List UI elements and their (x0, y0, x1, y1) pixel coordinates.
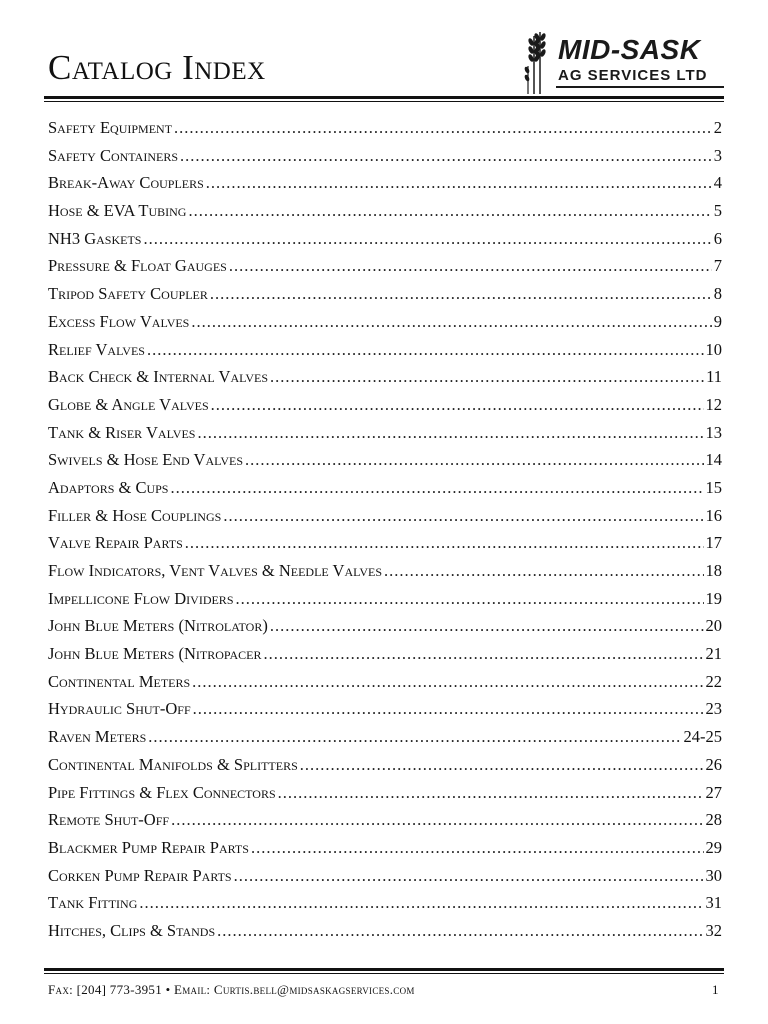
company-logo (520, 28, 726, 96)
logo-name: MID-SASK (558, 34, 701, 65)
toc-entry-label: John Blue Meters (Nitrolator) (48, 616, 268, 636)
toc-entry-label: Safety Equipment (48, 118, 173, 137)
toc-dot-leader (229, 256, 712, 276)
toc-entry-label: Excess Flow Valves (48, 311, 190, 331)
toc-dot-leader (270, 616, 704, 636)
footer-page-number: 1 (712, 982, 719, 997)
toc-dot-leader (234, 866, 704, 886)
logo-subtitle: AG SERVICES LTD (558, 67, 708, 84)
toc-entry (48, 450, 722, 478)
toc-entry (48, 312, 722, 340)
toc-dot-leader (197, 423, 703, 443)
toc-dot-leader (206, 173, 712, 193)
toc-entry (48, 838, 722, 866)
toc-dot-leader (210, 284, 712, 304)
toc-dot-leader (223, 506, 703, 526)
toc-entry (48, 118, 722, 146)
toc-entry-page: 19 (705, 588, 722, 608)
table-of-contents (48, 118, 722, 949)
toc-entry (48, 866, 722, 894)
toc-entry (48, 699, 722, 727)
toc-entry-label: Blackmer Pump Repair Parts (48, 837, 249, 857)
toc-entry-label: Tank Fitting (48, 893, 138, 913)
toc-entry-label: Continental Meters (48, 671, 191, 691)
toc-dot-leader (251, 838, 704, 858)
toc-dot-leader (139, 893, 703, 913)
toc-entry-label: Safety Containers (48, 145, 179, 165)
toc-dot-leader (185, 533, 704, 553)
toc-entry-page: 14 (705, 450, 722, 470)
toc-entry-label: John Blue Meters (Nitropacer (48, 644, 262, 664)
toc-dot-leader (188, 201, 711, 221)
toc-entry-label: Hose & EVA Tubing (48, 201, 187, 221)
toc-entry-page: 4 (713, 173, 722, 193)
toc-dot-leader (278, 783, 704, 803)
toc-entry-label: Corken Pump Repair Parts (48, 865, 232, 885)
toc-entry-page: 32 (705, 920, 722, 940)
toc-entry-label: Globe & Angle Valves (48, 394, 209, 414)
toc-dot-leader (193, 699, 704, 719)
toc-entry (48, 672, 722, 700)
toc-entry (48, 506, 722, 534)
toc-entry-label: Break-Away Couplers (48, 173, 204, 193)
toc-dot-leader (180, 146, 712, 166)
toc-entry (48, 783, 722, 811)
toc-entry-page: 23 (705, 699, 722, 719)
toc-entry-label: Swivels & Hose End Valves (48, 450, 244, 470)
toc-entry-page: 28 (705, 810, 722, 830)
toc-dot-leader (191, 312, 711, 332)
toc-dot-leader (143, 229, 711, 249)
toc-entry-page: 24-25 (683, 727, 722, 747)
logo-underline (556, 86, 724, 88)
toc-entry (48, 893, 722, 921)
page-title: Catalog Index (48, 48, 266, 87)
toc-entry-label: Flow Indicators, Vent Valves & Needle Valves (48, 561, 383, 580)
header-rule-thin (44, 101, 724, 102)
toc-entry-label: Back Check & Internal Valves (48, 367, 269, 387)
toc-entry-page: 16 (705, 505, 722, 525)
toc-entry-label: Raven Meters (48, 727, 147, 747)
toc-entry (48, 284, 722, 312)
toc-entry-page: 11 (706, 367, 722, 387)
toc-dot-leader (174, 118, 712, 138)
footer-rule-thin (44, 973, 724, 974)
toc-dot-leader (217, 921, 703, 941)
footer-rule (44, 968, 724, 971)
toc-entry-page: 8 (713, 284, 722, 304)
toc-dot-leader (148, 727, 681, 747)
toc-entry-label: Tank & Riser Valves (48, 422, 196, 442)
toc-entry (48, 395, 722, 423)
toc-entry-page: 31 (705, 893, 722, 913)
toc-entry (48, 810, 722, 838)
toc-entry (48, 727, 722, 755)
toc-dot-leader (171, 810, 703, 830)
toc-entry-page: 22 (705, 671, 722, 691)
footer-contact: Fax: [204] 773-3951 • Email: Curtis.bell@midsaskagservices.com (48, 982, 415, 997)
toc-dot-leader (211, 395, 704, 415)
toc-entry (48, 340, 722, 368)
toc-dot-leader (147, 340, 704, 360)
toc-entry-page: 30 (705, 865, 722, 885)
toc-dot-leader (384, 561, 703, 581)
toc-entry (48, 367, 722, 395)
toc-entry-label: Hitches, Clips & Stands (48, 920, 216, 940)
toc-entry (48, 616, 722, 644)
toc-entry-label: NH3 Gaskets (48, 228, 142, 248)
toc-entry-label: Valve Repair Parts (48, 533, 183, 553)
header-rule (44, 96, 724, 99)
toc-entry-label: Tripod Safety Coupler (48, 284, 208, 304)
toc-dot-leader (300, 755, 704, 775)
toc-entry-page: 26 (705, 754, 722, 774)
toc-dot-leader (170, 478, 703, 498)
toc-entry-page: 6 (713, 228, 722, 248)
toc-entry-label: Continental Manifolds & Splitters (48, 754, 298, 774)
toc-entry (48, 201, 722, 229)
toc-entry-label: Filler & Hose Couplings (48, 505, 222, 525)
toc-entry (48, 423, 722, 451)
toc-entry-label: Pressure & Float Gauges (48, 256, 227, 276)
toc-entry-page: 12 (705, 394, 722, 414)
toc-entry-label: Remote Shut-Off (48, 810, 170, 830)
toc-entry-page: 27 (705, 782, 722, 802)
toc-entry (48, 755, 722, 783)
toc-entry-page: 17 (705, 533, 722, 553)
toc-entry (48, 229, 722, 257)
toc-entry-label: Hydraulic Shut-Off (48, 699, 191, 719)
toc-entry-page: 10 (705, 339, 722, 359)
toc-entry (48, 561, 722, 589)
toc-entry-page: 7 (713, 256, 722, 276)
toc-entry (48, 256, 722, 284)
toc-entry-page: 9 (713, 311, 722, 331)
toc-entry-label: Impellicone Flow Dividers (48, 588, 234, 608)
toc-entry-page: 18 (705, 561, 722, 580)
wheat-icon (520, 28, 556, 96)
toc-entry-page: 5 (713, 201, 722, 221)
toc-dot-leader (192, 672, 703, 692)
toc-entry (48, 146, 722, 174)
toc-entry-page: 21 (705, 644, 722, 664)
toc-dot-leader (236, 589, 704, 609)
toc-entry-page: 3 (713, 145, 722, 165)
toc-entry-page: 20 (705, 616, 722, 636)
toc-dot-leader (263, 644, 703, 664)
toc-entry-label: Relief Valves (48, 339, 145, 359)
toc-entry (48, 589, 722, 617)
toc-entry-page: 15 (705, 477, 722, 497)
toc-entry-page: 2 (713, 118, 722, 137)
toc-entry (48, 478, 722, 506)
toc-entry (48, 921, 722, 949)
toc-entry-page: 13 (705, 422, 722, 442)
toc-entry-label: Adaptors & Cups (48, 477, 169, 497)
toc-entry-page: 29 (705, 837, 722, 857)
toc-entry-label: Pipe Fittings & Flex Connectors (48, 782, 276, 802)
toc-entry (48, 173, 722, 201)
toc-entry (48, 644, 722, 672)
toc-dot-leader (245, 450, 703, 470)
toc-dot-leader (270, 367, 704, 387)
toc-entry (48, 533, 722, 561)
